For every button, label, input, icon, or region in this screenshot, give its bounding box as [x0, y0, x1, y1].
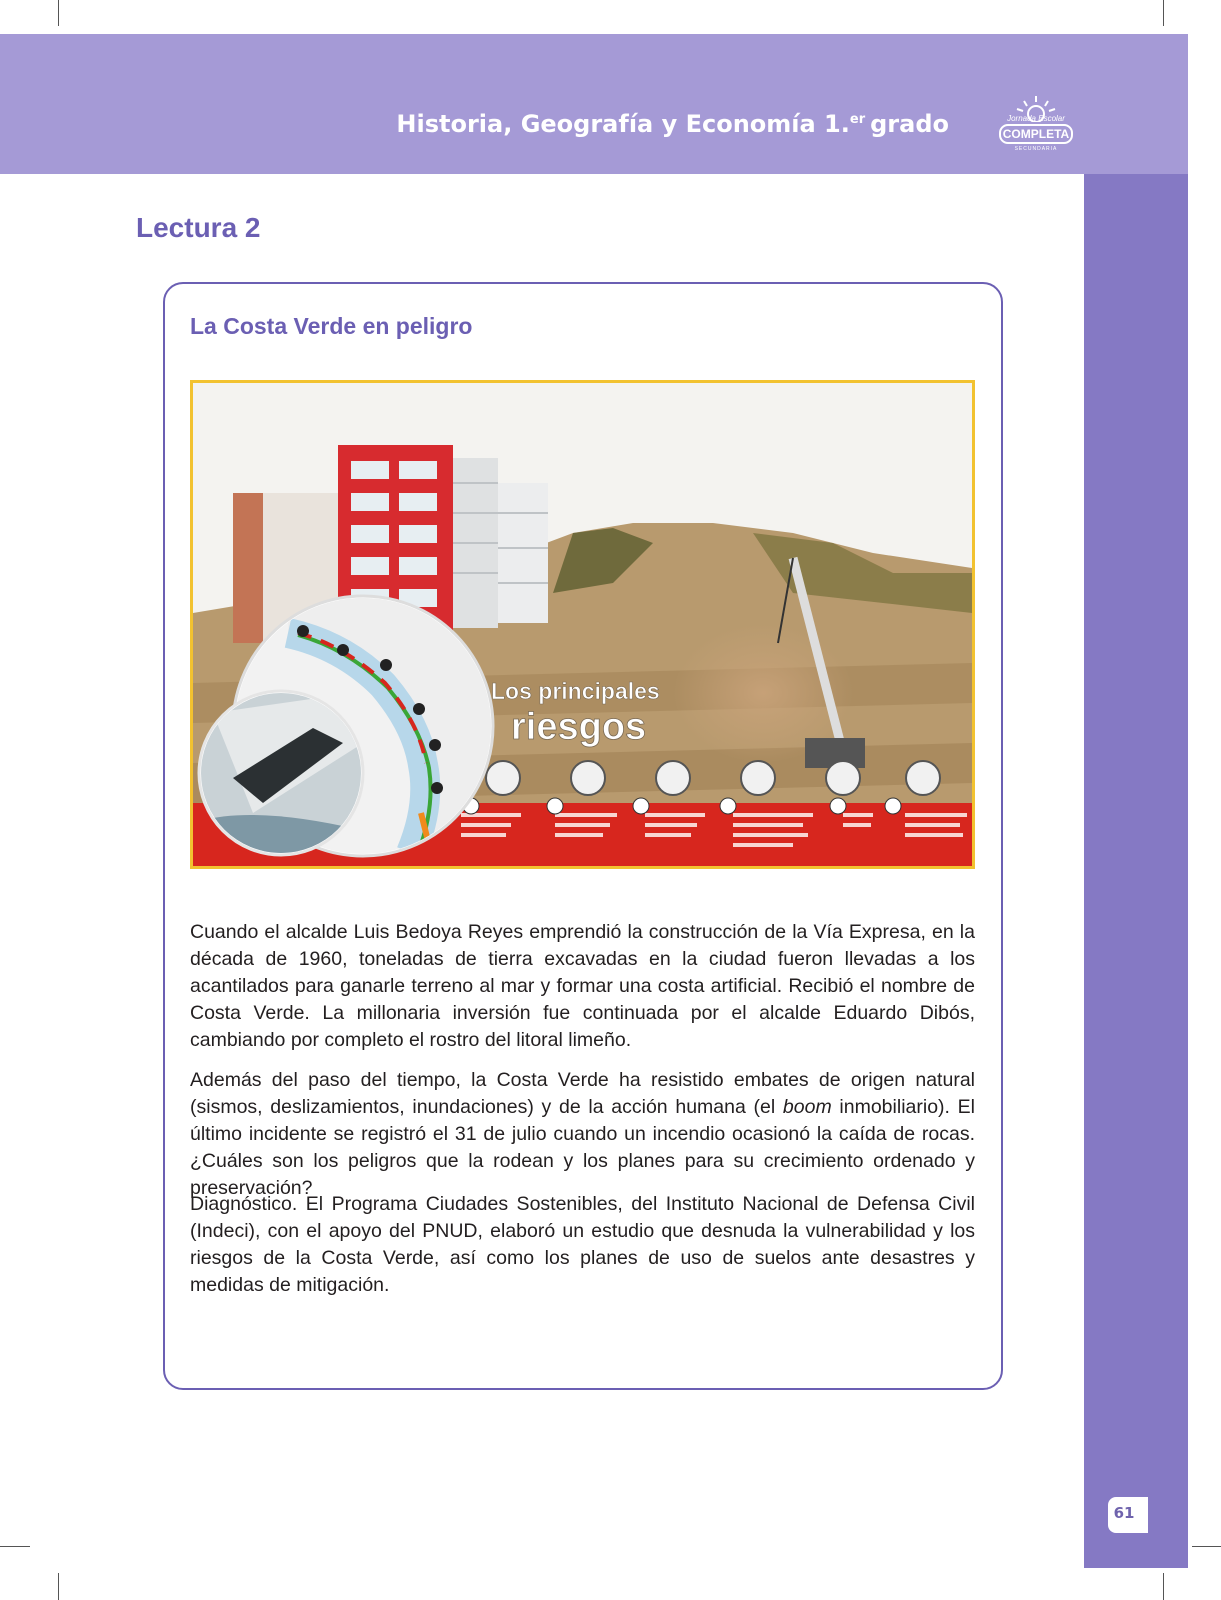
- overlay-title-1: Los principales: [491, 678, 660, 704]
- paragraph-3: Diagnóstico. El Programa Ciudades Sostenibles, del Instituto Nacional de Defensa Civil (Indeci), con el apoyo del PNUD, elaboró un estudio que desnuda la vulnerabilidad y los riesgos de la Costa Verde, así como los planes de uso de suelos ante desastres y medidas de mitigación.: [190, 1193, 975, 1296]
- paragraph-2-text: Además del paso del tiempo, la Costa Verde ha resistido embates de origen natural (sismos, deslizamientos, inundaciones) y de la acción humana (el: [190, 1069, 975, 1118]
- side-band: [1084, 174, 1188, 1568]
- header-title: [396, 110, 949, 138]
- page-number: 61: [1113, 1504, 1135, 1522]
- infographic-figure: [190, 380, 975, 869]
- paragraph-2: [190, 1067, 975, 1202]
- crop-mark: [1192, 1546, 1221, 1547]
- header-title-end: grado: [870, 110, 949, 138]
- logo-top-text: Jornada Escolar: [1007, 114, 1065, 123]
- logo-main-text: COMPLETA: [999, 124, 1073, 144]
- infographic-image: [193, 383, 972, 866]
- card-title: La Costa Verde en peligro: [190, 313, 473, 339]
- paragraph-1: Cuando el alcalde Luis Bedoya Reyes emprendió la construcción de la Vía Expresa, en la década de 1960, toneladas de tierra excavadas en la ciudad fueron llevadas a los acantilados para ganarle terreno al mar y formar una costa artificial. Recibió el nombre de Costa Verde. La millonaria inversión fue continuada por el alcalde Eduardo Dibós, cambiando por completo el rostro del litoral limeño.: [190, 921, 975, 1051]
- crop-mark: [0, 1546, 30, 1547]
- logo-sub-text: SECUNDARIA: [1014, 146, 1058, 152]
- crop-mark: [1163, 1573, 1164, 1600]
- jec-logo: [995, 94, 1077, 156]
- overlay-title-2: riesgos: [511, 706, 647, 748]
- header-title-sup: er: [849, 112, 866, 127]
- section-title: Lectura 2: [136, 212, 261, 243]
- crop-mark: [1163, 0, 1164, 26]
- paragraph-2-text-end: inmobiliario). El último incidente se registró el 31 de julio cuando un incendio ocasionó la caída de rocas. ¿Cuáles son los peligros que la rodean y los planes para su crecimiento ordenado y preservación?: [190, 1096, 975, 1199]
- crop-mark: [58, 0, 59, 26]
- paragraph-2-italic: boom: [782, 1096, 832, 1118]
- header-title-main: Historia, Geografía y Economía 1.: [396, 110, 850, 138]
- crop-mark: [58, 1573, 59, 1600]
